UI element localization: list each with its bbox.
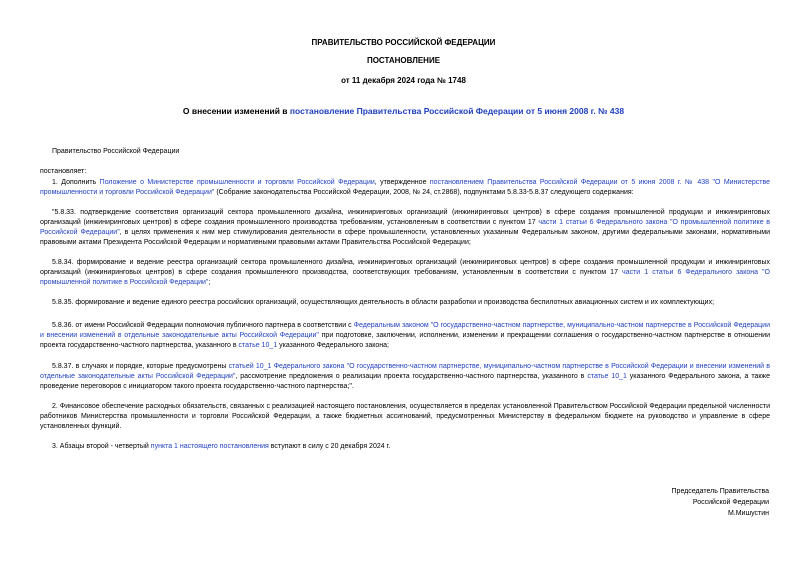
text-run: указанного Федерального закона; [277, 342, 389, 349]
paragraph-1 [40, 178, 770, 198]
text-run: 5.8.36. от имени Российской Федерации полномочия публичного партнера в соответствии с [52, 322, 354, 329]
text-run: "5.8.33. подтверждение соответствия организаций сектора промышленного дизайна, инжиниринговых организаций (инжиниринговых центров) в сфере создания промышленной продукции и инжиниринговых организаций (инжиниринговых центров) в сфере создания промышленного производства требованиям, установленным в соответствии с пунктом 17 [40, 209, 770, 226]
text-run: 5.8.34. формирование и ведение реестра организаций сектора промышленного дизайна, инжиниринговых организаций (инжиниринговых центров) в сфере создания промышленной продукции и инжиниринговых организаций (инжиниринговых центров) в сфере создания промышленного производства, соответствующих требованиям, установленным в соответствии с пунктом 17 [40, 259, 770, 276]
text-run: указанного Федерального закона, а также проведение переговоров с инициатором такого проекта государственно-частного партнерства;". [40, 373, 770, 390]
link-federal-law[interactable]: Федеральным законом "О государственно-частном партнерстве, муниципально-частном партнерстве в Российской Федерации и внесении изменений в отдельные законодательные акты Российской Федерации" [40, 322, 770, 339]
date-number: от 11 декабря 2024 года № 1748 [341, 76, 466, 85]
signature-name: М.Мишустин [727, 510, 769, 517]
doc-title [0, 106, 807, 116]
link-article-10-1[interactable]: статье 10_1 [587, 373, 627, 380]
signature-org: Российской Федерации [692, 499, 769, 506]
doc-title-prefix: О внесении изменений в [182, 106, 290, 116]
subclause-5-8-35: 5.8.35. формирование и ведение единого реестра российских организаций, осуществляющих деятельность в области разработки и производства беспилотных авиационных систем и их комплектующих; [52, 299, 715, 306]
text-run: , рассмотрение предложения о реализации проекта государственно-частного партнерства, указанного в [235, 373, 588, 380]
paragraph-2: 2. Финансовое обеспечение расходных обязательств, связанных с реализацией настоящего постановления, осуществляется в пределах установленной Правительством Российской Федерации предельной численности работников Министерства промышленности и торговли Российской Федерации, а также бюджетных ассигнований, предусмотренных Министерству в федеральном бюджете на руководство и управление в сфере установленных функций. [40, 403, 770, 430]
text-run: (Собрание законодательства Российской Федерации, 2008, № 24, ст.2868), подпунктами 5.8.33-5.8.37 следующего содержания: [214, 189, 634, 196]
subclause-5-8-37 [40, 362, 770, 392]
subclause-5-8-36 [40, 321, 770, 351]
link-law-article[interactable]: части 1 статьи 6 Федерального закона "О промышленной политике в Российской Федерации" [40, 269, 770, 286]
link-article-10-1-law[interactable]: статьей 10_1 Федерального закона "О государственно-частном партнерстве, муниципально-частном партнерстве в Российской Федерации и внесении изменений в отдельные законодательные акты Российской Федерации" [40, 363, 770, 380]
intro: Правительство Российской Федерации [52, 148, 180, 155]
link-article-10-1[interactable]: статье 10_1 [238, 342, 278, 349]
subclause-5-8-33 [40, 208, 770, 248]
doc-type: ПОСТАНОВЛЕНИЕ [366, 56, 441, 65]
doc-title-link[interactable]: постановление Правительства Российской Федерации от 5 июня 2008 г. № 438 [289, 106, 625, 116]
paragraph-3 [40, 442, 770, 452]
text-run: вступают в силу с 20 декабря 2024 г. [268, 443, 391, 450]
subclause-5-8-34 [40, 258, 770, 288]
text-run: 3. Абзацы второй - четвертый [52, 443, 151, 450]
signature-block [672, 486, 769, 519]
link-law-article[interactable]: части 1 статьи 6 Федерального закона "О промышленной политике в Российской Федерации" [40, 219, 771, 236]
org-title: ПРАВИТЕЛЬСТВО РОССИЙСКОЙ ФЕДЕРАЦИИ [311, 38, 496, 47]
decides: постановляет: [40, 168, 87, 175]
text-run: 1. Дополнить [52, 179, 100, 186]
link-point-1[interactable]: пункта 1 настоящего постановления [150, 443, 269, 450]
signature-title: Председатель Правительства [671, 488, 769, 495]
text-run: ; [208, 279, 211, 286]
text-run: при подготовке, заключении, исполнении, изменении и прекращении соглашения о государственно-частном партнерстве в отношении проекта государственно-частного партнерства, указанного в [40, 332, 770, 349]
text-run: , в целях применения к ним мер стимулирования деятельности в сфере промышленности, установленных указанным Федеральным законом, другими федеральными законами, нормативными правовыми актами Президента Российской Федерации и нормативными правовыми актами Правительства Российской Федерации; [40, 229, 770, 246]
link-postanovlenie-438[interactable]: постановлением Правительства Российской Федерации от 5 июня 2008 г. № 438 "О Министерстве промышленности и торговли Российской Федерации" [40, 179, 770, 196]
text-run: 5.8.37. в случаях и порядке, которые предусмотрены [52, 363, 229, 370]
text-run: , утвержденное [374, 179, 430, 186]
link-polozhenie[interactable]: Положение о Министерстве промышленности и торговли Российской Федерации [99, 179, 375, 186]
